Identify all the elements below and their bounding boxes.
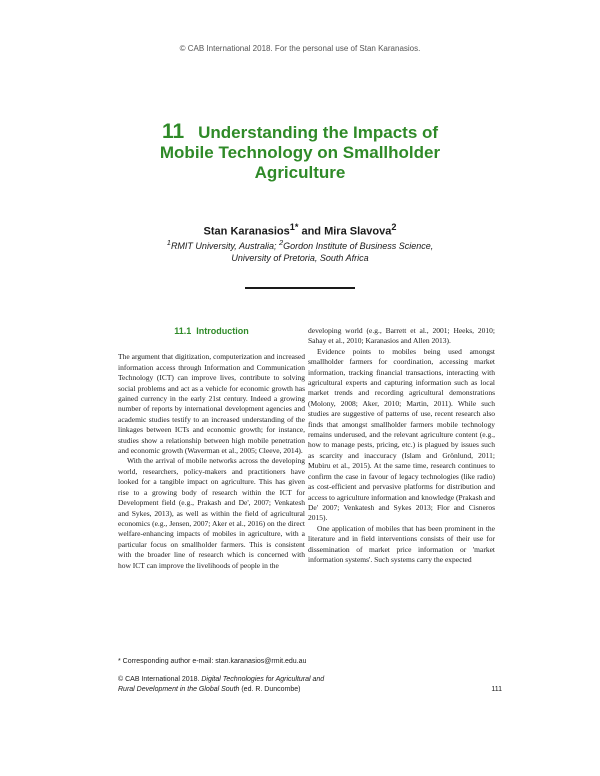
author-line [60,222,540,238]
chapter-title-line-3: Agriculture [254,163,346,182]
footnote: * Corresponding author e-mail: stan.karanasios@rmit.edu.au [118,658,307,665]
chapter-title-text-1: Understanding the Impacts of [198,123,439,142]
body-paragraph: With the arrival of mobile networks across the developing world, researchers, policy-makers and practitioners have looked for a tangible impact on agriculture. This has given rise to a growing body of research within the ICT for Development field (e.g., Prakash and De', 2007; Venkatesh and Sykes, 2013), as well as within the field of agricultural economics (e.g., Jensen, 2007; Aker et al., 2016) on the direct welfare-enhancing impacts of mobiles in agriculture, with a particular focus on smallholder farmers. This is consistent with the broader line of research which is concerned with how ICT can improve the livelihoods of people in the [118,456,305,570]
body-paragraph: Evidence points to mobiles being used amongst smallholder farmers for coordination, accessing market information, tracking financial transactions, interacting with agricultural experts and capturing information such as local market trends and recording agricultural demonstrations (Molony, 2008; Aker, 2010; Martin, 2011). While such studies are suggestive of patterns of use, recent research also finds that amongst smallholder farmers mobile technology remains underused, and the relevant agriculture content (e.g., how to manage pests, pricing, etc.) is plagued by issues such as scarcity and inaccuracy (Islam and Grönlund, 2011; Mubiru et al., 2015). At the same time, research continues to confirm the case in favour of legacy technologies (like radio) as cost-efficient and pervasive platforms for distribution and access to agriculture information and knowledge (Prakash and De' 2007; Venkatesh and Sykes 2013; Flor and Cisneros 2015). [308,346,495,523]
chapter-title-line-1 [60,122,540,143]
chapter-heading [60,122,540,183]
book-title-part-1: Digital Technologies for Agricultural and [201,676,325,683]
author-name-1: Stan Karanasios [203,225,290,238]
author-name-2: Mira Slavova [324,225,392,238]
book-editor: (ed. R. Duncombe) [239,686,301,693]
section-heading: 11.1 Introduction [174,326,249,336]
footer-copyright: © CAB International 2018. [118,676,202,683]
affiliation-mark-1: 1 [166,238,171,247]
affiliations [60,237,540,264]
affiliation-line-1 [60,237,540,252]
title-divider [245,287,355,289]
affiliation-line-2: University of Pretoria, South Africa [231,253,369,263]
copyright-notice: © CAB International 2018. For the personal use of Stan Karanasios. [179,44,421,53]
affiliation-inst-1: RMIT University, Australia; [170,241,279,251]
body-paragraph: developing world (e.g., Barrett et al., 2001; Heeks, 2010; Sahay et al., 2010; Karanasios and Allen 2013). [308,326,495,346]
body-paragraph: The argument that digitization, computerization and increased information access through Information and Communication Technology (ICT) can improve lives, contribute to solving social problems and act as a vehicle for economic growth has gained currency in the early 21st century. Indeed a growing number of reports by international development agencies and academic studies testify to an increased understanding of the linkages between ICTs and economic growth; for instance, studies show a relationship between high mobile penetration and economic growth (Waverman et al., 2005; Cleeve, 2014). [118,352,305,456]
affiliation-mark-2: 2 [278,238,284,247]
affiliation-inst-2: Gordon Institute of Business Science, [283,241,434,251]
right-column [308,326,495,565]
author-mark-2: 2 [391,222,397,232]
chapter-title-line-2: Mobile Technology on Smallholder [159,143,441,162]
left-column [118,326,305,571]
chapter-number: 11 [161,120,185,143]
author-mark-1: 1* [289,222,299,232]
footer-line-1 [118,676,498,683]
footer-line-2 [118,686,408,693]
body-paragraph: One application of mobiles that has been prominent in the literature and in field interventions consists of their use for dissemination of market price information or 'market information systems'. Such systems carry the expected [308,523,495,564]
book-title-part-2: Rural Development in the Global South [118,686,240,693]
page-number: 111 [491,686,502,693]
author-joiner: and [298,225,325,238]
